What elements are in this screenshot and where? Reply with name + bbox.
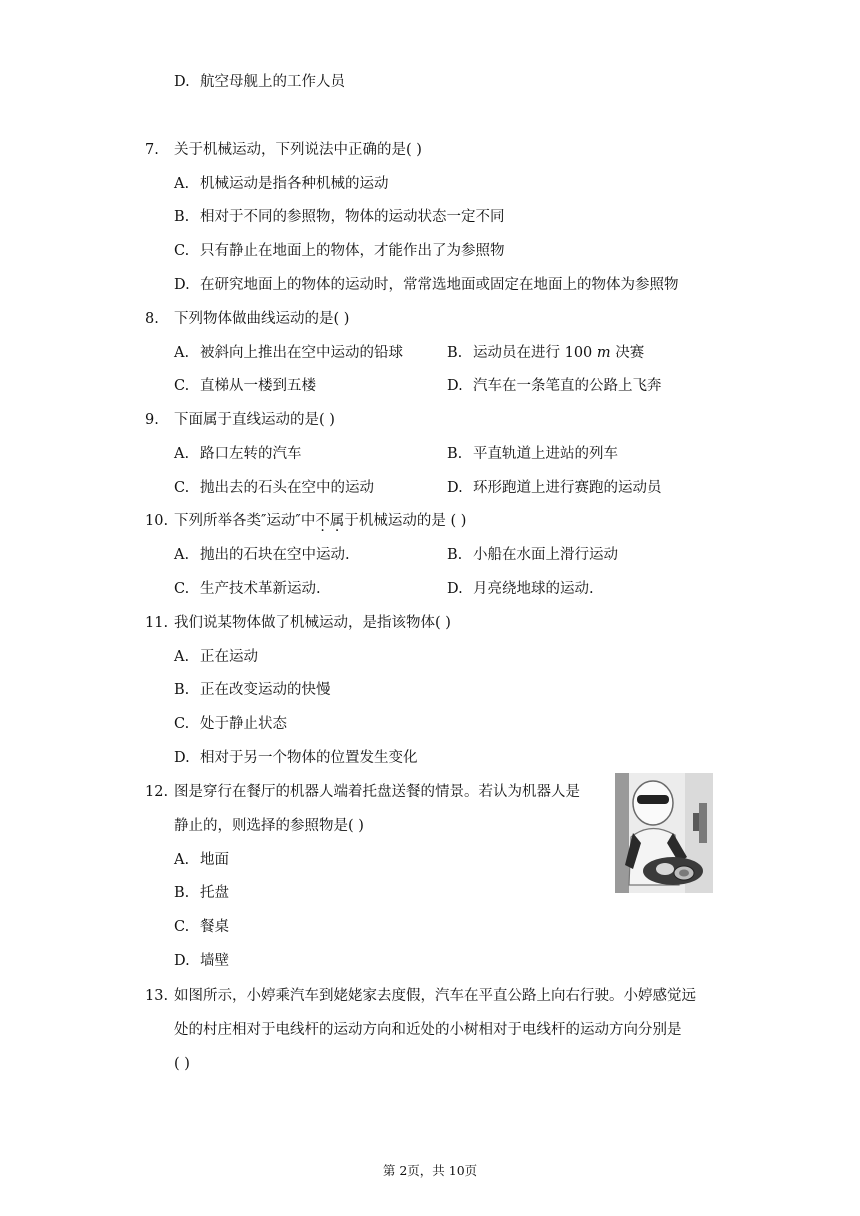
q8-option-a bbox=[174, 343, 403, 363]
option-text-tail: 决赛 bbox=[610, 345, 645, 361]
option-letter: D. bbox=[174, 74, 190, 90]
q10-option-c bbox=[174, 579, 321, 599]
option-letter: C. bbox=[174, 716, 190, 732]
q12-option-d bbox=[174, 951, 229, 971]
question-12-stem-line-2: 静止的，则选择的参照物是( ) bbox=[174, 818, 364, 834]
q12-option-b bbox=[174, 883, 229, 903]
option-letter: D. bbox=[174, 953, 190, 969]
q11-option-d bbox=[174, 748, 418, 768]
question-11-stem: 我们说某物体做了机械运动，是指该物体( ) bbox=[174, 615, 451, 631]
q6-option-d bbox=[174, 72, 345, 92]
robot-waiter-illustration bbox=[615, 773, 713, 893]
question-9-stem: 下面属于直线运动的是( ) bbox=[174, 412, 335, 428]
option-text: 只有静止在地面上的物体，才能作出了为参照物 bbox=[200, 243, 505, 259]
q12-option-c bbox=[174, 917, 229, 937]
option-text: 月亮绕地球的运动. bbox=[473, 581, 594, 597]
option-text: 运动员在进行 100 bbox=[473, 345, 597, 361]
option-text: 抛出去的石头在空中的运动 bbox=[200, 480, 374, 496]
question-number-9: 9. bbox=[145, 412, 159, 428]
option-text: 航空母舰上的工作人员 bbox=[200, 74, 345, 90]
option-text: 路口左转的汽车 bbox=[200, 446, 302, 462]
option-letter: A. bbox=[174, 852, 190, 868]
option-text: 处于静止状态 bbox=[200, 716, 287, 732]
question-13-stem-line-2: 处的村庄相对于电线杆的运动方向和近处的小树相对于电线杆的运动方向分别是 bbox=[174, 1022, 682, 1038]
q8-option-d bbox=[447, 376, 662, 396]
option-text: 托盘 bbox=[200, 885, 229, 901]
option-letter: C. bbox=[174, 378, 190, 394]
option-text: 地面 bbox=[200, 852, 229, 868]
option-letter: D. bbox=[174, 277, 190, 293]
stem-part: 下列所举各类″运动″中 bbox=[174, 513, 316, 529]
option-letter: B. bbox=[174, 682, 190, 698]
question-number-13: 13. bbox=[145, 988, 169, 1004]
question-12-stem-line-1: 图是穿行在餐厅的机器人端着托盘送餐的情景。若认为机器人是 bbox=[174, 784, 580, 800]
option-text: 相对于不同的参照物，物体的运动状态一定不同 bbox=[200, 209, 505, 225]
question-number-8: 8. bbox=[145, 311, 159, 327]
option-text: 正在运动 bbox=[200, 649, 258, 665]
q11-option-c bbox=[174, 714, 287, 734]
option-text: 小船在水面上滑行运动 bbox=[473, 547, 618, 563]
option-letter: D. bbox=[447, 581, 463, 597]
option-text: 汽车在一条笔直的公路上飞奔 bbox=[473, 378, 662, 394]
q7-option-b bbox=[174, 207, 505, 227]
option-text: 生产技术革新运动. bbox=[200, 581, 321, 597]
option-letter: B. bbox=[174, 885, 190, 901]
option-text: 机械运动是指各种机械的运动 bbox=[200, 176, 389, 192]
q7-option-a bbox=[174, 174, 389, 194]
option-text: 直梯从一楼到五楼 bbox=[200, 378, 316, 394]
robot-waiter-figure bbox=[615, 773, 713, 893]
option-text: 抛出的石块在空中运动. bbox=[200, 547, 350, 563]
option-letter: A. bbox=[174, 547, 190, 563]
option-letter: C. bbox=[174, 581, 190, 597]
option-letter: C. bbox=[174, 919, 190, 935]
question-13-stem-line-3: ( ) bbox=[174, 1056, 190, 1072]
q10-option-b bbox=[447, 545, 618, 565]
q7-option-d bbox=[174, 275, 679, 295]
option-text: 环形跑道上进行赛跑的运动员 bbox=[473, 480, 662, 496]
option-letter: B. bbox=[447, 345, 463, 361]
page-footer: 第 2页，共 10页 bbox=[382, 1163, 478, 1178]
unit-symbol: m bbox=[596, 345, 611, 361]
option-text: 墙壁 bbox=[200, 953, 229, 969]
option-letter: D. bbox=[174, 750, 190, 766]
option-letter: B. bbox=[447, 547, 463, 563]
option-letter: B. bbox=[447, 446, 463, 462]
question-number-12: 12. bbox=[145, 784, 169, 800]
option-text: 平直轨道上进站的列车 bbox=[473, 446, 618, 462]
question-13-stem-line-1: 如图所示，小婷乘汽车到姥姥家去度假，汽车在平直公路上向右行驶。小婷感觉远 bbox=[174, 988, 696, 1004]
option-text: 被斜向上推出在空中运动的铅球 bbox=[200, 345, 403, 361]
q9-option-a bbox=[174, 444, 302, 464]
question-number-10: 10. bbox=[145, 513, 169, 529]
option-text: 正在改变运动的快慢 bbox=[200, 682, 331, 698]
q11-option-a bbox=[174, 647, 258, 667]
emphasized-char: 属 bbox=[329, 513, 345, 529]
option-text: 在研究地面上的物体的运动时，常常选地面或固定在地面上的物体为参照物 bbox=[200, 277, 679, 293]
question-8-stem: 下列物体做曲线运动的是( ) bbox=[174, 311, 350, 327]
question-10-stem bbox=[174, 511, 466, 531]
option-letter: A. bbox=[174, 176, 190, 192]
q7-option-c bbox=[174, 241, 505, 261]
option-letter: A. bbox=[174, 649, 190, 665]
q10-option-a bbox=[174, 545, 350, 565]
q9-option-d bbox=[447, 478, 662, 498]
option-letter: A. bbox=[174, 446, 190, 462]
question-number-7: 7. bbox=[145, 142, 159, 158]
q11-option-b bbox=[174, 680, 331, 700]
q12-option-a bbox=[174, 850, 229, 870]
option-letter: A. bbox=[174, 345, 190, 361]
q10-option-d bbox=[447, 579, 594, 599]
option-letter: C. bbox=[174, 243, 190, 259]
option-text: 餐桌 bbox=[200, 919, 229, 935]
option-letter: D. bbox=[447, 480, 463, 496]
option-text: 相对于另一个物体的位置发生变化 bbox=[200, 750, 418, 766]
question-7-stem: 关于机械运动，下列说法中正确的是( ) bbox=[174, 142, 422, 158]
q8-option-c bbox=[174, 376, 316, 396]
q8-option-b bbox=[447, 343, 644, 363]
option-letter: D. bbox=[447, 378, 463, 394]
stem-part: 于机械运动的是 ( ) bbox=[344, 513, 467, 529]
question-number-11: 11. bbox=[145, 615, 169, 631]
option-letter: C. bbox=[174, 480, 190, 496]
emphasized-char: 不 bbox=[315, 513, 330, 529]
option-letter: B. bbox=[174, 209, 190, 225]
q9-option-b bbox=[447, 444, 618, 464]
q9-option-c bbox=[174, 478, 374, 498]
